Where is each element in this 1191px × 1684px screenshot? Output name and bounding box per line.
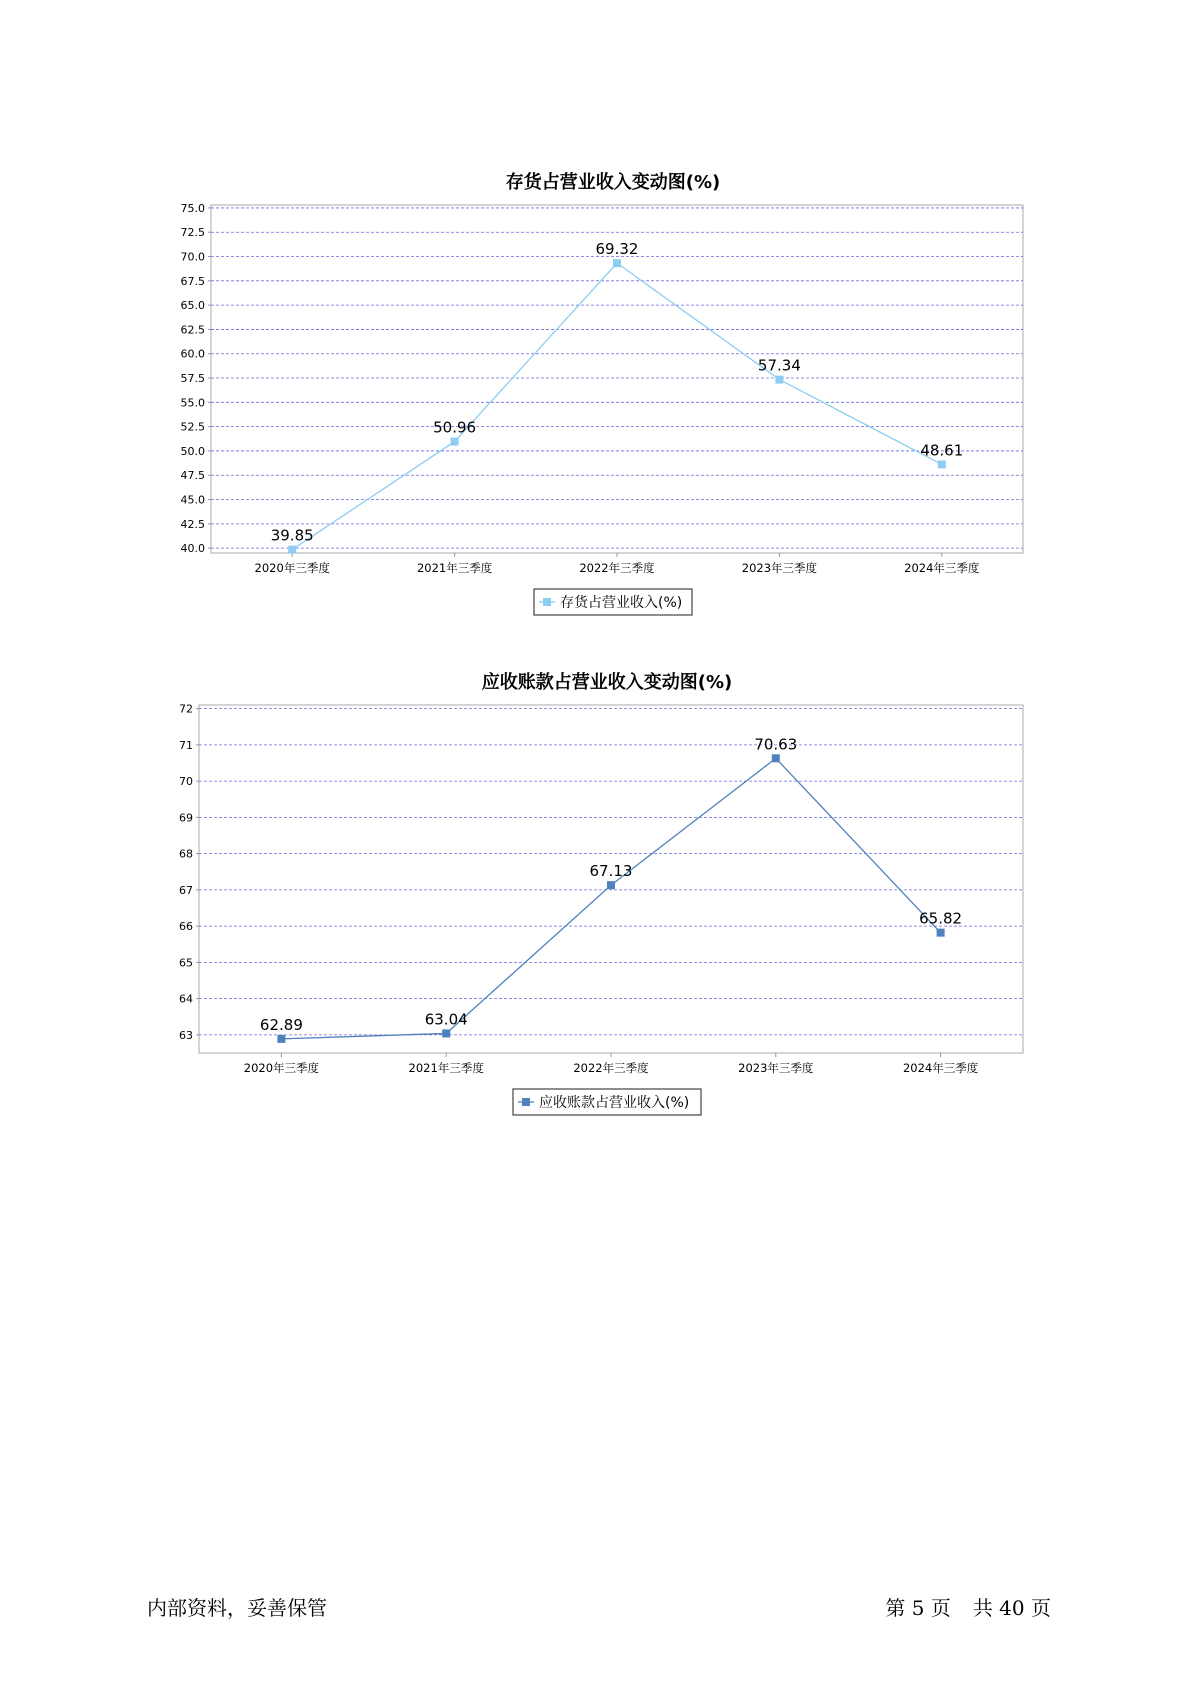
y-tick-label: 50.0	[180, 444, 205, 458]
x-tick-label: 2024年三季度	[902, 1061, 979, 1075]
receivables-chart-svg	[0, 660, 1191, 1130]
data-point	[938, 460, 946, 468]
data-point	[451, 438, 459, 446]
y-tick-label: 69	[179, 811, 193, 825]
footer-page-number: 第 5 页	[885, 1596, 951, 1620]
data-label: 70.63	[754, 735, 798, 754]
data-point	[937, 929, 945, 937]
x-tick-label: 2021年三季度	[408, 1061, 484, 1075]
y-tick-label: 70	[179, 775, 193, 789]
data-label: 67.13	[589, 862, 633, 881]
footer-total-pages: 共 40 页	[972, 1596, 1051, 1620]
y-tick-label: 63	[179, 1028, 193, 1042]
data-label: 57.34	[757, 356, 801, 375]
y-tick-label: 45.0	[180, 493, 205, 507]
inventory-chart-svg	[0, 160, 1191, 630]
y-tick-label: 67	[179, 883, 193, 897]
y-tick-label: 47.5	[180, 469, 205, 483]
data-label: 50.96	[433, 418, 477, 437]
data-label: 69.32	[595, 240, 639, 259]
data-point	[613, 259, 621, 267]
y-tick-label: 71	[179, 738, 193, 752]
data-point	[772, 754, 780, 762]
data-label: 65.82	[919, 909, 963, 928]
y-tick-label: 52.5	[180, 420, 205, 434]
legend-label: 存货占营业收入(%)	[560, 595, 683, 611]
inventory-chart	[0, 160, 1191, 630]
x-tick-label: 2023年三季度	[738, 1061, 814, 1075]
footer-page-info	[877, 1592, 1051, 1621]
data-point	[277, 1035, 285, 1043]
y-tick-label: 60.0	[180, 347, 205, 361]
x-tick-label: 2023年三季度	[741, 561, 818, 575]
y-tick-label: 57.5	[180, 372, 205, 386]
data-label: 39.85	[270, 526, 314, 545]
legend-label: 应收账款占营业收入(%)	[539, 1095, 690, 1111]
x-tick-label: 2022年三季度	[579, 561, 655, 575]
data-label: 63.04	[424, 1010, 468, 1029]
data-point	[775, 376, 783, 384]
data-point	[442, 1029, 450, 1037]
y-tick-label: 65.0	[180, 299, 205, 313]
y-tick-label: 65	[179, 956, 193, 970]
legend-marker	[522, 1098, 530, 1106]
receivables-chart	[0, 660, 1191, 1130]
x-tick-label: 2021年三季度	[416, 561, 493, 575]
y-tick-label: 66	[179, 920, 193, 934]
data-label: 62.89	[259, 1015, 303, 1034]
y-tick-label: 62.5	[180, 323, 205, 337]
footer-confidential-note: 内部资料，妥善保管	[147, 1596, 327, 1620]
y-tick-label: 72	[179, 702, 193, 716]
y-tick-label: 55.0	[180, 396, 205, 410]
legend-marker	[543, 598, 551, 606]
y-tick-label: 67.5	[180, 274, 205, 288]
x-tick-label: 2024年三季度	[904, 561, 980, 575]
y-tick-label: 75.0	[180, 201, 205, 215]
y-tick-label: 42.5	[180, 517, 205, 531]
data-point	[607, 881, 615, 889]
y-tick-label: 64	[179, 992, 193, 1006]
chart-title: 应收账款占营业收入变动图(%)	[481, 672, 733, 693]
x-tick-label: 2020年三季度	[254, 561, 330, 575]
y-tick-label: 70.0	[180, 250, 205, 264]
y-tick-label: 40.0	[180, 542, 205, 556]
x-tick-label: 2022年三季度	[573, 1061, 649, 1075]
y-tick-label: 72.5	[180, 226, 205, 240]
y-tick-label: 68	[179, 847, 193, 861]
x-tick-label: 2020年三季度	[243, 1061, 320, 1075]
data-label: 48.61	[920, 441, 964, 460]
chart-title: 存货占营业收入变动图(%)	[505, 172, 721, 193]
data-point	[288, 546, 296, 554]
